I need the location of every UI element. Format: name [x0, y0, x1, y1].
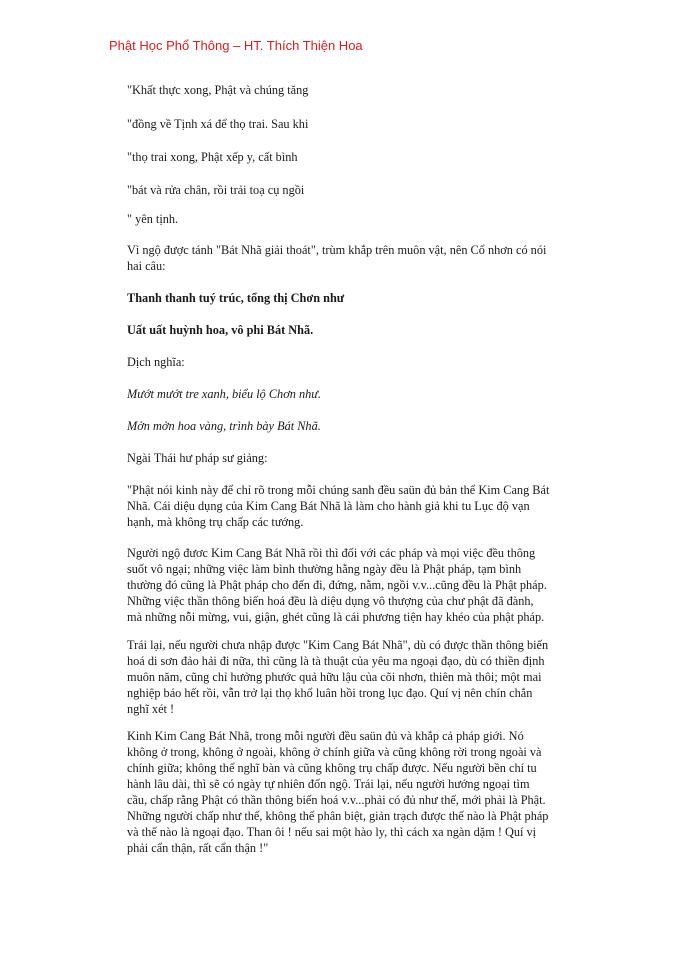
paragraph-3: Trái lại, nếu người chưa nhập được "Kim Cang Bát Nhã", dù có được thần thông biến hoá di sơn đảo hải đi nữa, thì cũng là tà thuật của yêu ma ngoại đạo, dù có thiền định muôn năm, cũng chỉ hưởng phước quả hữu lậu của cõi nhơn, thiên mà thôi; một mai nghiệp báo hết rồi, vẫn trở lại thọ khổ luân hồi trong lục đạo. Quí vị nên chín chắn nghĩ xét !	[127, 638, 549, 716]
translation-line-1: Mướt mướt tre xanh, biểu lộ Chơn như.	[127, 387, 322, 401]
verse-line-2: Uất uất huỳnh hoa, vô phi Bát Nhã.	[127, 323, 314, 337]
running-header: Phật Học Phổ Thông – HT. Thích Thiện Hoa	[109, 38, 363, 53]
paragraph-2: Người ngộ đươc Kim Cang Bát Nhã rồi thì đối với các pháp và mọi việc đều thông suốt vô ngại; những việc làm bình thường hằng ngày đều là Phật pháp, tạm bình thường đó cũng là Phật pháp cho đến đi, đứng, nằm, ngồi v.v...cũng đều là Phật pháp. Những việc thần thông biến hoá đều là diệu dụng vô thượng của chư phật đã đành, mà những nỗi mừng, vui, giận, ghét cũng là cái phương tiện hay khéo của phật pháp.	[127, 546, 547, 624]
intro-paragraph: Vì ngộ được tánh "Bát Nhã giải thoát", trùm khắp trên muôn vật, nên Cổ nhơn có nói hai câu:	[127, 243, 547, 273]
quote-line: "đồng về Tịnh xá để thọ trai. Sau khi	[127, 117, 309, 131]
translation-label: Dịch nghĩa:	[127, 355, 185, 369]
paragraph-1: "Phật nói kinh này để chỉ rõ trong mỗi chúng sanh đều saün đủ bản thể Kim Cang Bát Nhã. Cái diệu dụng của Kim Cang Bát Nhã là làm cho hành giả khi tu Lục độ vạn hạnh, mà không trụ chấp các tướng.	[127, 483, 550, 529]
paragraph-4: Kinh Kim Cang Bát Nhã, trong mỗi người đều saün đủ và khắp cả pháp giới. Nó không ở trong, không ở ngoài, không ở chính giữa và cũng không rời trong ngoài và chính giữa; không thể nghĩ bàn và cũng không trụ chấp được. Nếu người bền chí tu hành lâu dài, thì sẽ có ngày tự nhiên đốn ngộ. Trái lại, nếu người hướng ngoại tìm cầu, chấp rằng Phật có thần thông biến hoá v.v...phải có đủ như thế, mới phải là Phật. Những người chấp như thế, không thể phân biệt, giản trạch được thế nào là Phật pháp và thế nào là ngoại đạo. Than ôi ! nếu sai một hào ly, thì cách xa ngàn dặm ! Quí vị phải cẩn thận, rất cẩn thận !"	[127, 729, 549, 855]
quote-line: "thọ trai xong, Phật xếp y, cất bình	[127, 150, 298, 164]
quote-line: "bát và rửa chân, rồi trải toạ cụ ngồi	[127, 183, 305, 197]
quote-line: " yên tịnh.	[127, 212, 179, 226]
quote-line: "Khất thực xong, Phật và chúng tăng	[127, 83, 309, 97]
lecturer-intro: Ngài Thái hư pháp sư giảng:	[127, 451, 268, 465]
translation-line-2: Mởn mởn hoa vàng, trình bày Bát Nhã.	[127, 419, 321, 433]
verse-line-1: Thanh thanh tuý trúc, tổng thị Chơn như	[127, 291, 345, 305]
